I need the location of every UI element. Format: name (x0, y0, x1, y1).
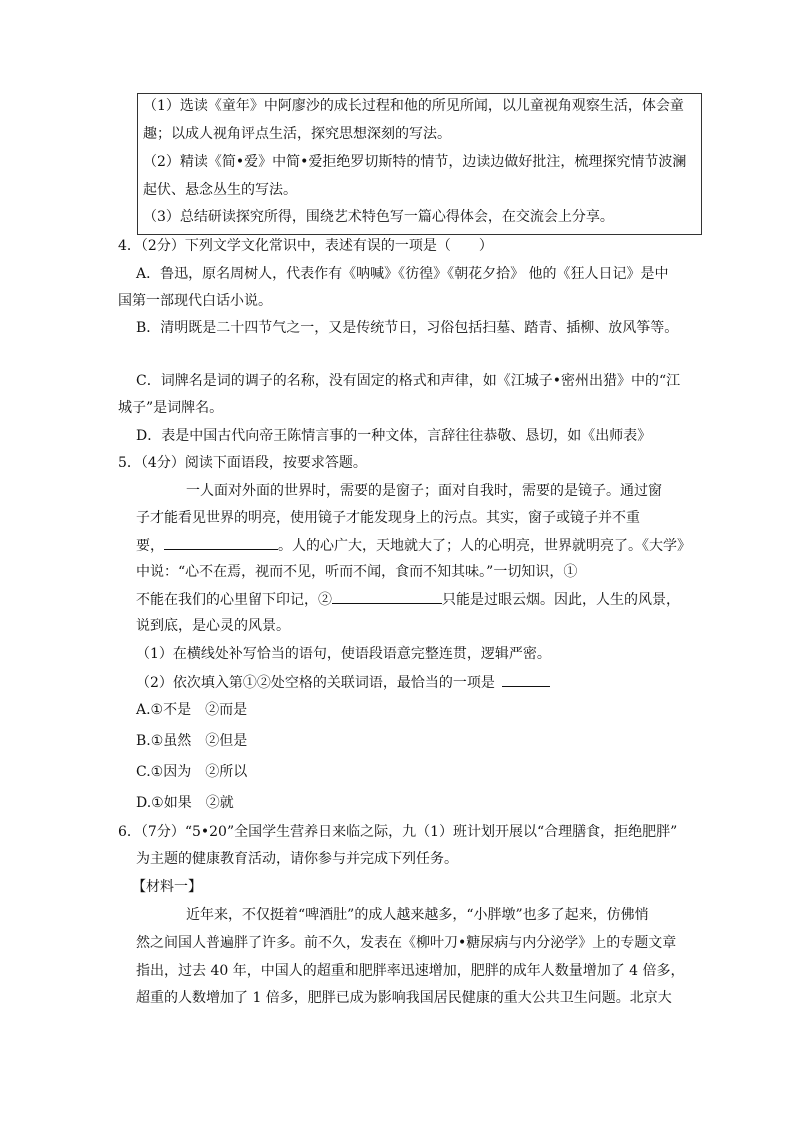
material-heading: 【材料一】 (132, 879, 202, 895)
q4-option-c-line-1: C．词牌名是词的调子的名称，没有固定的格式和声律，如《江城子•密州出猎》中的“江 (136, 373, 681, 389)
q5-option-a: A.①不是 ②而是 (136, 702, 248, 718)
q5-passage-line-3 (136, 535, 691, 556)
q5-stem: 5．（4分）阅读下面语段，按要求答题。 (118, 455, 367, 471)
q5-subquestion-2-text: （2）依次填入第①②处空格的关联词语，最恰当的一项是 (136, 675, 495, 691)
q5-subquestion-2 (136, 672, 550, 693)
q5-passage-line-5 (136, 589, 680, 610)
answer-blank[interactable] (502, 672, 550, 687)
answer-blank[interactable] (164, 535, 278, 550)
q5-passage-text: 只能是过眼云烟。因此，人生的风景， (442, 592, 680, 608)
q6-stem-line-2: 为主题的健康教育活动，请你参与并完成下列任务。 (136, 851, 458, 867)
q5-subquestion-1: （1）在横线处补写恰当的语句，使语段语意完整连贯，逻辑严密。 (136, 646, 551, 662)
q6-stem-line-1: 6．（7分）“5•20”全国学生营养日来临之际，九（1）班计划开展以“合理膳食，拒绝肥胖” (118, 824, 678, 840)
task-box-line-1: （1）选读《童年》中阿廖沙的成长过程和他的所见所闻，以儿童视角观察生活，体会童 (143, 98, 684, 114)
task-box-line-4: 起伏、悬念丛生的写法。 (143, 182, 297, 198)
q4-option-c-line-2: 城子”是词牌名。 (118, 400, 224, 416)
material-line-3: 指出，过去 40 年，中国人的超重和肥胖率迅速增加，肥胖的成年人数量增加了 4 倍多， (136, 963, 685, 979)
q5-passage-text: 要， (136, 538, 164, 554)
q4-option-a-line-2: 国第一部现代白话小说。 (118, 293, 272, 309)
q4-option-a-line-1: A．鲁迅，原名周树人，代表作有《呐喊》《彷徨》《朝花夕拾》 他的《狂人日记》是中 (136, 266, 669, 282)
task-box-line-3: （2）精读《简•爱》中简•爱拒绝罗切斯特的情节，边读边做好批注，梳理探究情节波澜 (143, 154, 687, 170)
q5-passage-line-6: 说到底，是心灵的风景。 (136, 618, 290, 634)
q5-option-b: B.①虽然 ②但是 (136, 733, 248, 749)
q5-passage-text: 。人的心广大，天地就大了；人的心明亮，世界就明亮了。《大学》 (278, 538, 691, 554)
q5-option-d: D.①如果 ②就 (136, 795, 234, 811)
q4-option-d: D．表是中国古代向帝王陈情言事的一种文体，言辞往往恭敬、恳切，如《出师表》 (136, 428, 652, 444)
material-line-1: 近年来，不仅挺着“啤酒肚”的成人越来越多，“小胖墩”也多了起来，仿佛悄 (186, 907, 649, 923)
q4-option-b: B．清明既是二十四节气之一，又是传统节日，习俗包括扫墓、踏青、插柳、放风筝等。 (136, 320, 679, 336)
answer-blank[interactable] (332, 589, 442, 604)
q5-passage-line-4: 中说：“心不在焉，视而不见，听而不闻，食而不知其味。”一切知识，① (136, 564, 578, 580)
q5-option-c: C.①因为 ②所以 (136, 764, 248, 780)
task-box-line-5: （3）总结研读探究所得，围绕艺术特色写一篇心得体会，在交流会上分享。 (143, 209, 614, 225)
q5-passage-line-1: 一人面对外面的世界时，需要的是窗子；面对自我时，需要的是镜子。通过窗 (186, 483, 662, 499)
task-box-line-2: 趣；以成人视角评点生活，探究思想深刻的写法。 (143, 126, 451, 142)
q5-passage-text: 不能在我们的心里留下印记，② (136, 592, 332, 608)
q5-passage-line-2: 子才能看见世界的明亮，使用镜子才能发现身上的污点。其实，窗子或镜子并不重 (136, 510, 640, 526)
q4-stem: 4．（2分）下列文学文化常识中，表述有误的一项是（ ） (118, 238, 493, 254)
material-line-4: 超重的人数增加了 1 倍多，肥胖已成为影响我国居民健康的重大公共卫生问题。北京大 (136, 990, 672, 1006)
material-line-2: 然之间国人普遍胖了许多。前不久，发表在《柳叶刀•糖尿病与内分泌学》上的专题文章 (136, 935, 677, 951)
